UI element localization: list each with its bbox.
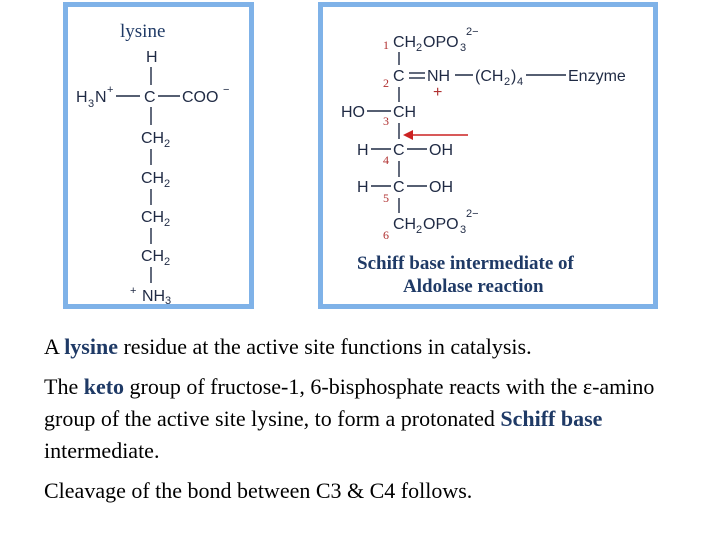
enzyme-label: Enzyme bbox=[568, 68, 626, 85]
chain-label: (CH bbox=[475, 68, 504, 85]
p2-mid: group of fructose-1, 6-bisphosphate reacts with the ε-amino group of the active site lysine, to form a protonated bbox=[44, 374, 655, 431]
ch2-subscript-2: 2 bbox=[164, 178, 171, 190]
c1-subscript: 2 bbox=[416, 42, 423, 54]
p1-pre: A bbox=[44, 334, 65, 359]
carbon-number-1: 1 bbox=[383, 38, 389, 52]
paragraph-1 bbox=[44, 331, 704, 363]
schiff-caption-line-2: Aldolase reaction bbox=[403, 276, 544, 297]
chain-subscript-2: 4 bbox=[517, 76, 524, 88]
amino-h-label: H bbox=[76, 89, 88, 106]
paragraph-2 bbox=[44, 371, 704, 467]
carbon-number-5: 5 bbox=[383, 191, 389, 205]
ch2-subscript-4: 2 bbox=[164, 256, 171, 268]
c6-ch-label: CH bbox=[393, 216, 417, 233]
p2-highlight-keto: keto bbox=[83, 374, 125, 399]
carbon-number-4: 4 bbox=[383, 153, 389, 167]
amino-plus-charge: + bbox=[107, 84, 114, 96]
alpha-carbon-label: C bbox=[144, 89, 156, 106]
carboxylate-label: COO bbox=[182, 89, 219, 106]
carbon-number-6: 6 bbox=[383, 228, 389, 242]
ch2-subscript-1: 2 bbox=[164, 138, 171, 150]
c5-carbon-label: C bbox=[393, 179, 405, 196]
ch2-subscript-3: 2 bbox=[164, 217, 171, 229]
p1-highlight-lysine: lysine bbox=[64, 334, 118, 359]
c1-opo-label: OPO bbox=[423, 34, 459, 51]
c4-carbon-label: C bbox=[393, 142, 405, 159]
p2-pre: The bbox=[44, 374, 84, 399]
amino-subscript: 3 bbox=[88, 98, 95, 110]
terminal-nh-label: NH bbox=[142, 288, 166, 304]
terminal-subscript: 3 bbox=[165, 295, 172, 304]
carbon-number-2: 2 bbox=[383, 76, 389, 90]
lysine-structure-panel bbox=[63, 2, 254, 309]
c6-subscript-2: 3 bbox=[460, 224, 467, 236]
ch2-label-3: CH bbox=[141, 209, 165, 226]
c5-oh-label: OH bbox=[429, 179, 453, 196]
ch2-label-2: CH bbox=[141, 170, 165, 187]
c1-ch-label: CH bbox=[393, 34, 417, 51]
c6-subscript: 2 bbox=[416, 224, 423, 236]
p2-highlight-schiff-base: Schiff base bbox=[500, 406, 603, 431]
c3-ho-label: HO bbox=[341, 104, 365, 121]
terminal-plus-charge: + bbox=[130, 285, 137, 297]
carboxylate-minus-charge: − bbox=[223, 84, 230, 96]
c1-charge: 2− bbox=[466, 26, 479, 38]
p1-post: residue at the active site functions in catalysis. bbox=[117, 334, 532, 359]
paragraph-3: Cleavage of the bond between C3 & C4 follows. bbox=[44, 478, 473, 503]
chain-close-paren: ) bbox=[511, 68, 517, 85]
alpha-h-label: H bbox=[146, 49, 158, 66]
schiff-base-diagram bbox=[323, 7, 653, 304]
c2-carbon-label: C bbox=[393, 68, 405, 85]
ch2-label-1: CH bbox=[141, 130, 165, 147]
c6-charge: 2− bbox=[466, 208, 479, 220]
c1-subscript-2: 3 bbox=[460, 42, 467, 54]
c3-ch-label: CH bbox=[393, 104, 417, 121]
c2-nh-label: NH bbox=[427, 68, 451, 85]
c4-h-label: H bbox=[357, 142, 369, 159]
schiff-base-panel bbox=[318, 2, 658, 309]
schiff-caption-line-1: Schiff base intermediate of bbox=[357, 253, 574, 274]
lysine-title: lysine bbox=[120, 21, 166, 42]
c5-h-label: H bbox=[357, 179, 369, 196]
explanation-text bbox=[44, 331, 704, 515]
p2-post: intermediate. bbox=[44, 438, 160, 463]
c4-oh-label: OH bbox=[429, 142, 453, 159]
cleavage-arrow-head bbox=[403, 130, 413, 140]
nh-plus-charge: + bbox=[433, 84, 443, 101]
lysine-structure-diagram bbox=[68, 7, 249, 304]
c6-opo-label: OPO bbox=[423, 216, 459, 233]
amino-n-label: N bbox=[95, 89, 107, 106]
ch2-label-4: CH bbox=[141, 248, 165, 265]
chain-subscript: 2 bbox=[504, 76, 511, 88]
carbon-number-3: 3 bbox=[383, 114, 389, 128]
